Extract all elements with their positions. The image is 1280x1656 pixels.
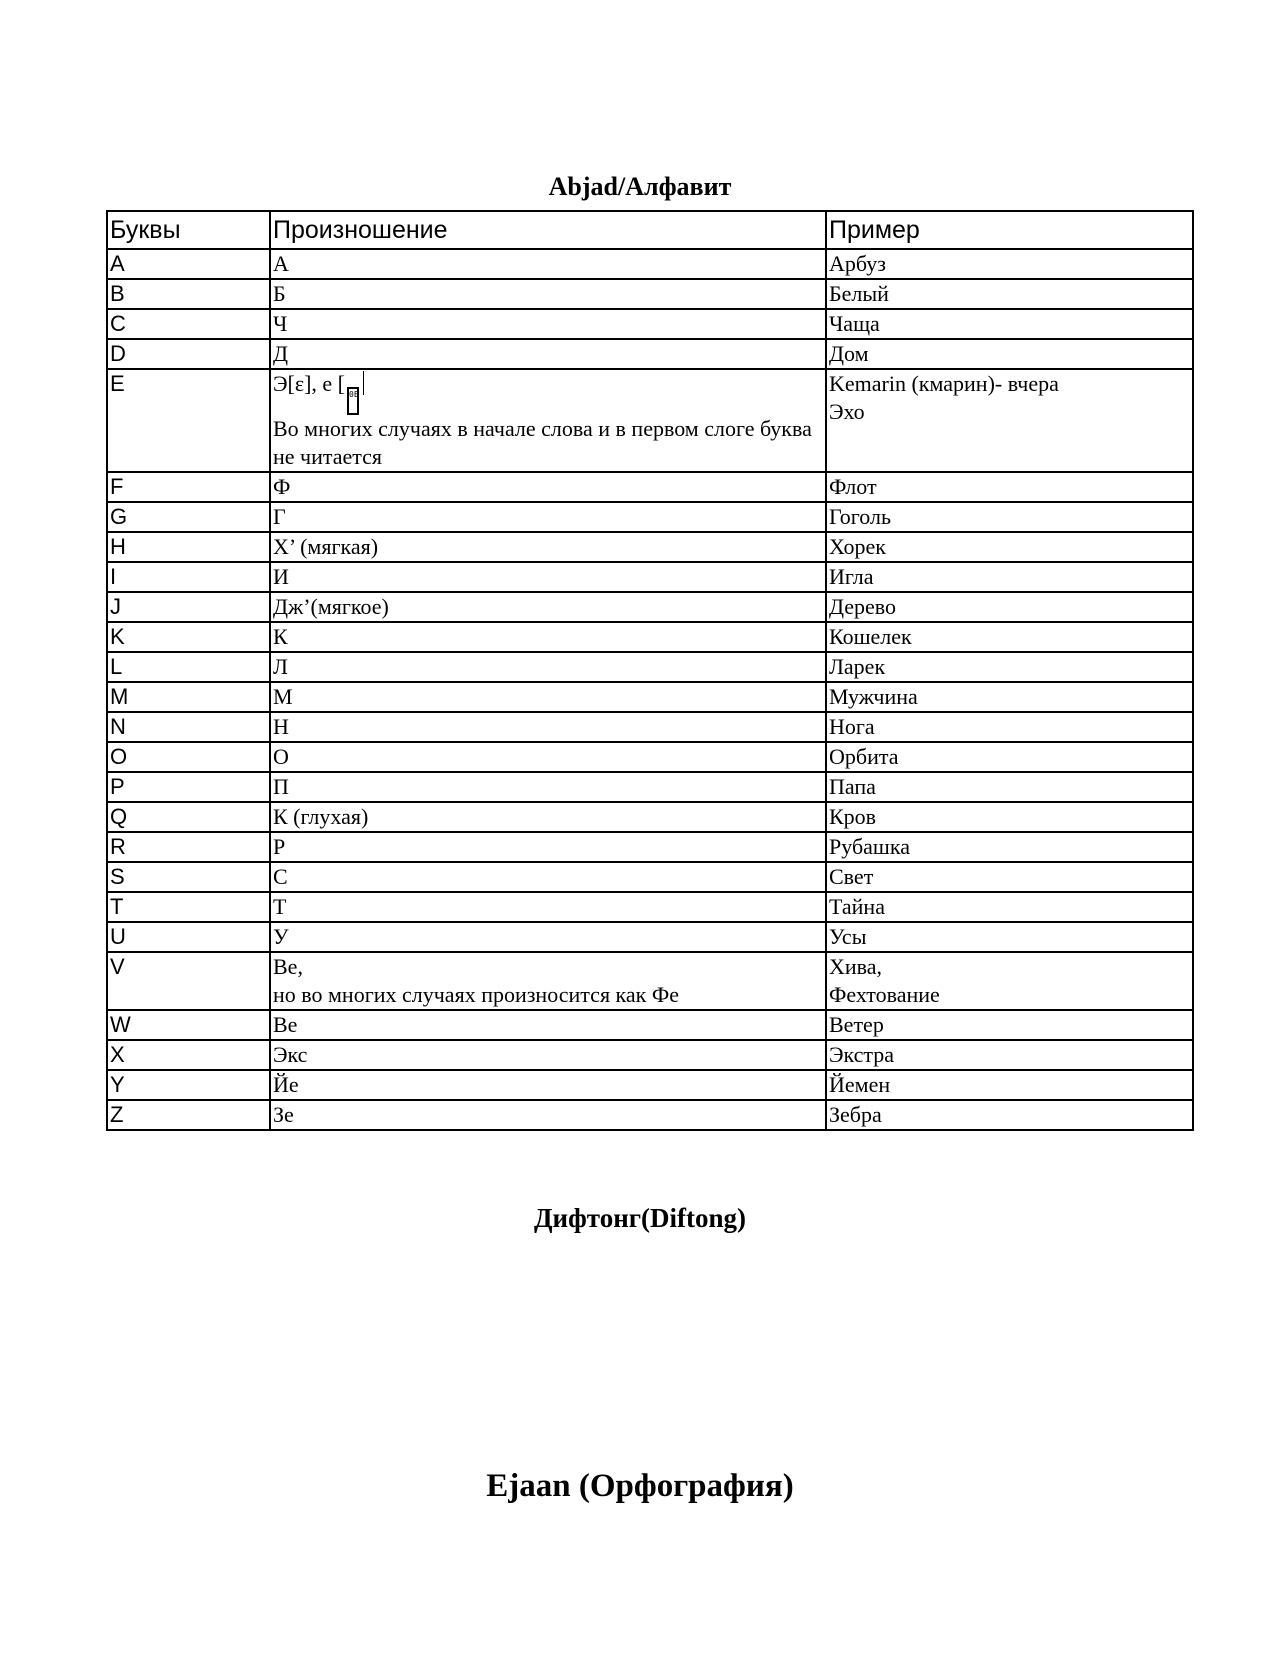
example-line: Мужчина — [829, 684, 918, 709]
pronunciation-text: Зе — [273, 1102, 294, 1127]
cell-example — [826, 622, 1193, 652]
example-line: Игла — [829, 564, 874, 589]
pronunciation-text: Экс — [273, 1042, 308, 1067]
cell-pronunciation — [270, 742, 826, 772]
pronunciation-line — [273, 340, 823, 368]
example-line: Дерево — [829, 594, 897, 619]
example-line: Орбита — [829, 744, 899, 769]
pronunciation-text: А — [273, 251, 289, 276]
cell-pronunciation — [270, 279, 826, 309]
table-row — [107, 1070, 1193, 1100]
cell-example — [826, 832, 1193, 862]
table-row — [107, 369, 1193, 472]
pronunciation-line — [273, 893, 823, 921]
cell-pronunciation — [270, 862, 826, 892]
cell-letter: B — [107, 279, 270, 309]
pronunciation-line — [273, 1041, 823, 1069]
pronunciation-text: С — [273, 864, 288, 889]
cell-example — [826, 339, 1193, 369]
pronunciation-line — [273, 743, 823, 771]
example-line: Нога — [829, 714, 875, 739]
table-row — [107, 472, 1193, 502]
cell-pronunciation — [270, 652, 826, 682]
cell-example — [826, 652, 1193, 682]
pronunciation-line — [273, 563, 823, 591]
cell-pronunciation — [270, 502, 826, 532]
example-line: Белый — [829, 281, 889, 306]
table-row — [107, 652, 1193, 682]
pronunciation-line — [273, 473, 823, 501]
cell-letter: L — [107, 652, 270, 682]
pronunciation-line — [273, 593, 823, 621]
cell-pronunciation — [270, 1040, 826, 1070]
cell-pronunciation — [270, 952, 826, 1010]
pronunciation-text: Дж’(мягкое) — [273, 594, 389, 619]
cell-example — [826, 682, 1193, 712]
cell-example — [826, 1010, 1193, 1040]
alphabet-title: Abjad/Алфавит — [548, 172, 732, 201]
pronunciation-text: П — [273, 774, 289, 799]
example-line: Флот — [829, 474, 877, 499]
pronunciation-line — [273, 1101, 823, 1129]
pronunciation-line — [273, 713, 823, 741]
pronunciation-line — [273, 863, 823, 891]
cell-letter: S — [107, 862, 270, 892]
example-line: Кров — [829, 804, 877, 829]
example-line: Kemarin (кмарин)- вчера — [829, 371, 1059, 396]
pronunciation-text: У — [273, 924, 289, 949]
cell-example — [826, 952, 1193, 1010]
header-letters: Буквы — [107, 211, 270, 249]
cell-pronunciation — [270, 249, 826, 279]
table-body — [107, 249, 1193, 1130]
cell-example — [826, 309, 1193, 339]
pronunciation-line — [273, 953, 823, 981]
missing-glyph-icon: 0E — [347, 387, 359, 415]
table-header-row — [107, 211, 1193, 249]
pronunciation-line — [273, 803, 823, 831]
table-row — [107, 922, 1193, 952]
cell-example — [826, 1040, 1193, 1070]
example-line: Свет — [829, 864, 874, 889]
pronunciation-text: Л — [273, 654, 288, 679]
cell-example — [826, 1070, 1193, 1100]
table-row — [107, 309, 1193, 339]
cell-example — [826, 802, 1193, 832]
cell-letter: H — [107, 532, 270, 562]
example-line: Усы — [829, 924, 867, 949]
cell-pronunciation — [270, 592, 826, 622]
cell-example — [826, 712, 1193, 742]
cell-pronunciation — [270, 1010, 826, 1040]
cell-letter: V — [107, 952, 270, 1010]
pronunciation-line — [273, 923, 823, 951]
pronunciation-line — [273, 833, 823, 861]
cell-pronunciation — [270, 1070, 826, 1100]
table-row — [107, 592, 1193, 622]
pronunciation-text: И — [273, 564, 289, 589]
pronunciation-text: Ве — [273, 1012, 298, 1037]
example-line: Фехтование — [829, 982, 940, 1007]
table-row — [107, 862, 1193, 892]
cell-example — [826, 472, 1193, 502]
pronunciation-text: К — [273, 624, 288, 649]
example-line: Тайна — [829, 894, 885, 919]
pronunciation-text: Б — [273, 281, 286, 306]
cell-letter: P — [107, 772, 270, 802]
table-row — [107, 279, 1193, 309]
pronunciation-text: Н — [273, 714, 289, 739]
spelling-heading: Ejaan (Орфография) — [486, 1468, 794, 1504]
pronunciation-text: Р — [273, 834, 286, 859]
table-row — [107, 1100, 1193, 1130]
cell-pronunciation — [270, 772, 826, 802]
cell-pronunciation — [270, 532, 826, 562]
table-row — [107, 339, 1193, 369]
pronunciation-text: Д — [273, 341, 289, 366]
pronunciation-line — [273, 415, 823, 471]
cell-letter: U — [107, 922, 270, 952]
cell-pronunciation — [270, 622, 826, 652]
header-example: Пример — [826, 211, 1193, 249]
pronunciation-line — [273, 310, 823, 338]
pronunciation-line — [273, 533, 823, 561]
cell-pronunciation — [270, 369, 826, 472]
cell-letter: E — [107, 369, 270, 472]
table-row — [107, 712, 1193, 742]
cell-letter: J — [107, 592, 270, 622]
pronunciation-text: Т — [273, 894, 287, 919]
example-line: Хива, — [829, 954, 883, 979]
table-row — [107, 742, 1193, 772]
pronunciation-text: Ч — [273, 311, 288, 336]
cell-example — [826, 279, 1193, 309]
table-row — [107, 532, 1193, 562]
example-line: Кошелек — [829, 624, 912, 649]
cell-pronunciation — [270, 562, 826, 592]
example-line: Ларек — [829, 654, 886, 679]
pronunciation-text: О — [273, 744, 289, 769]
cell-letter: T — [107, 892, 270, 922]
table-row — [107, 802, 1193, 832]
cell-letter: W — [107, 1010, 270, 1040]
cell-letter: M — [107, 682, 270, 712]
example-line: Хорек — [829, 534, 886, 559]
pronunciation-line — [273, 1011, 823, 1039]
pronunciation-text: Йе — [273, 1072, 299, 1097]
table-row — [107, 1040, 1193, 1070]
pronunciation-text: Ве, — [273, 954, 303, 979]
cell-letter: D — [107, 339, 270, 369]
pronunciation-text: Г — [273, 504, 286, 529]
cell-example — [826, 892, 1193, 922]
table-row — [107, 562, 1193, 592]
pronunciation-line — [273, 981, 823, 1009]
cell-example — [826, 772, 1193, 802]
header-pronunciation: Произношение — [270, 211, 826, 249]
pronunciation-line — [273, 773, 823, 801]
cell-example — [826, 742, 1193, 772]
pronunciation-line — [273, 503, 823, 531]
table-row — [107, 892, 1193, 922]
example-line: Папа — [829, 774, 876, 799]
cell-pronunciation — [270, 922, 826, 952]
example-line: Дом — [829, 341, 869, 366]
cell-letter: Q — [107, 802, 270, 832]
pronunciation-line — [273, 683, 823, 711]
cell-example — [826, 862, 1193, 892]
pronunciation-text: Э[ɛ], е [ — [273, 371, 346, 396]
cell-pronunciation — [270, 682, 826, 712]
cell-example — [826, 1100, 1193, 1130]
pronunciation-text: К (глухая) — [273, 804, 369, 829]
cell-letter: G — [107, 502, 270, 532]
table-row — [107, 1010, 1193, 1040]
example-line: Экстра — [829, 1042, 895, 1067]
table-row — [107, 249, 1193, 279]
cell-pronunciation — [270, 472, 826, 502]
cell-letter: F — [107, 472, 270, 502]
cell-pronunciation — [270, 832, 826, 862]
pronunciation-text: Во многих случаях в начале слова и в первом слоге буква не читается — [273, 416, 812, 469]
cell-letter: I — [107, 562, 270, 592]
cell-pronunciation — [270, 1100, 826, 1130]
cell-letter: R — [107, 832, 270, 862]
cell-letter: A — [107, 249, 270, 279]
cell-pronunciation — [270, 339, 826, 369]
cell-pronunciation — [270, 712, 826, 742]
pronunciation-line — [273, 1071, 823, 1099]
cell-letter: K — [107, 622, 270, 652]
bracket-glyph-icon — [359, 371, 364, 395]
example-line: Эхо — [829, 399, 865, 424]
table-row — [107, 832, 1193, 862]
cell-example — [826, 592, 1193, 622]
cell-letter: O — [107, 742, 270, 772]
example-line: Гоголь — [829, 504, 891, 529]
table-row — [107, 622, 1193, 652]
alphabet-table — [106, 210, 1194, 1131]
cell-pronunciation — [270, 802, 826, 832]
pronunciation-line — [273, 370, 823, 415]
cell-example — [826, 369, 1193, 472]
pronunciation-text: Х’ (мягкая) — [273, 534, 379, 559]
cell-example — [826, 922, 1193, 952]
cell-letter: Y — [107, 1070, 270, 1100]
cell-letter: C — [107, 309, 270, 339]
pronunciation-line — [273, 250, 823, 278]
cell-pronunciation — [270, 309, 826, 339]
example-line: Рубашка — [829, 834, 910, 859]
cell-letter: X — [107, 1040, 270, 1070]
pronunciation-line — [273, 653, 823, 681]
example-line: Чаща — [829, 311, 880, 336]
example-line: Йемен — [829, 1072, 891, 1097]
table-row — [107, 502, 1193, 532]
pronunciation-line — [273, 280, 823, 308]
cell-letter: N — [107, 712, 270, 742]
cell-example — [826, 249, 1193, 279]
diphthong-heading: Дифтонг(Diftong) — [533, 1203, 747, 1233]
cell-letter: Z — [107, 1100, 270, 1130]
pronunciation-text: Ф — [273, 474, 291, 499]
example-line: Зебра — [829, 1102, 882, 1127]
pronunciation-text: М — [273, 684, 293, 709]
table-row — [107, 772, 1193, 802]
table-row — [107, 952, 1193, 1010]
cell-example — [826, 532, 1193, 562]
cell-pronunciation — [270, 892, 826, 922]
example-line: Арбуз — [829, 251, 886, 276]
cell-example — [826, 562, 1193, 592]
table-row — [107, 682, 1193, 712]
pronunciation-line — [273, 623, 823, 651]
cell-example — [826, 502, 1193, 532]
example-line: Ветер — [829, 1012, 884, 1037]
pronunciation-text: но во многих случаях произносится как Фе — [273, 982, 680, 1007]
